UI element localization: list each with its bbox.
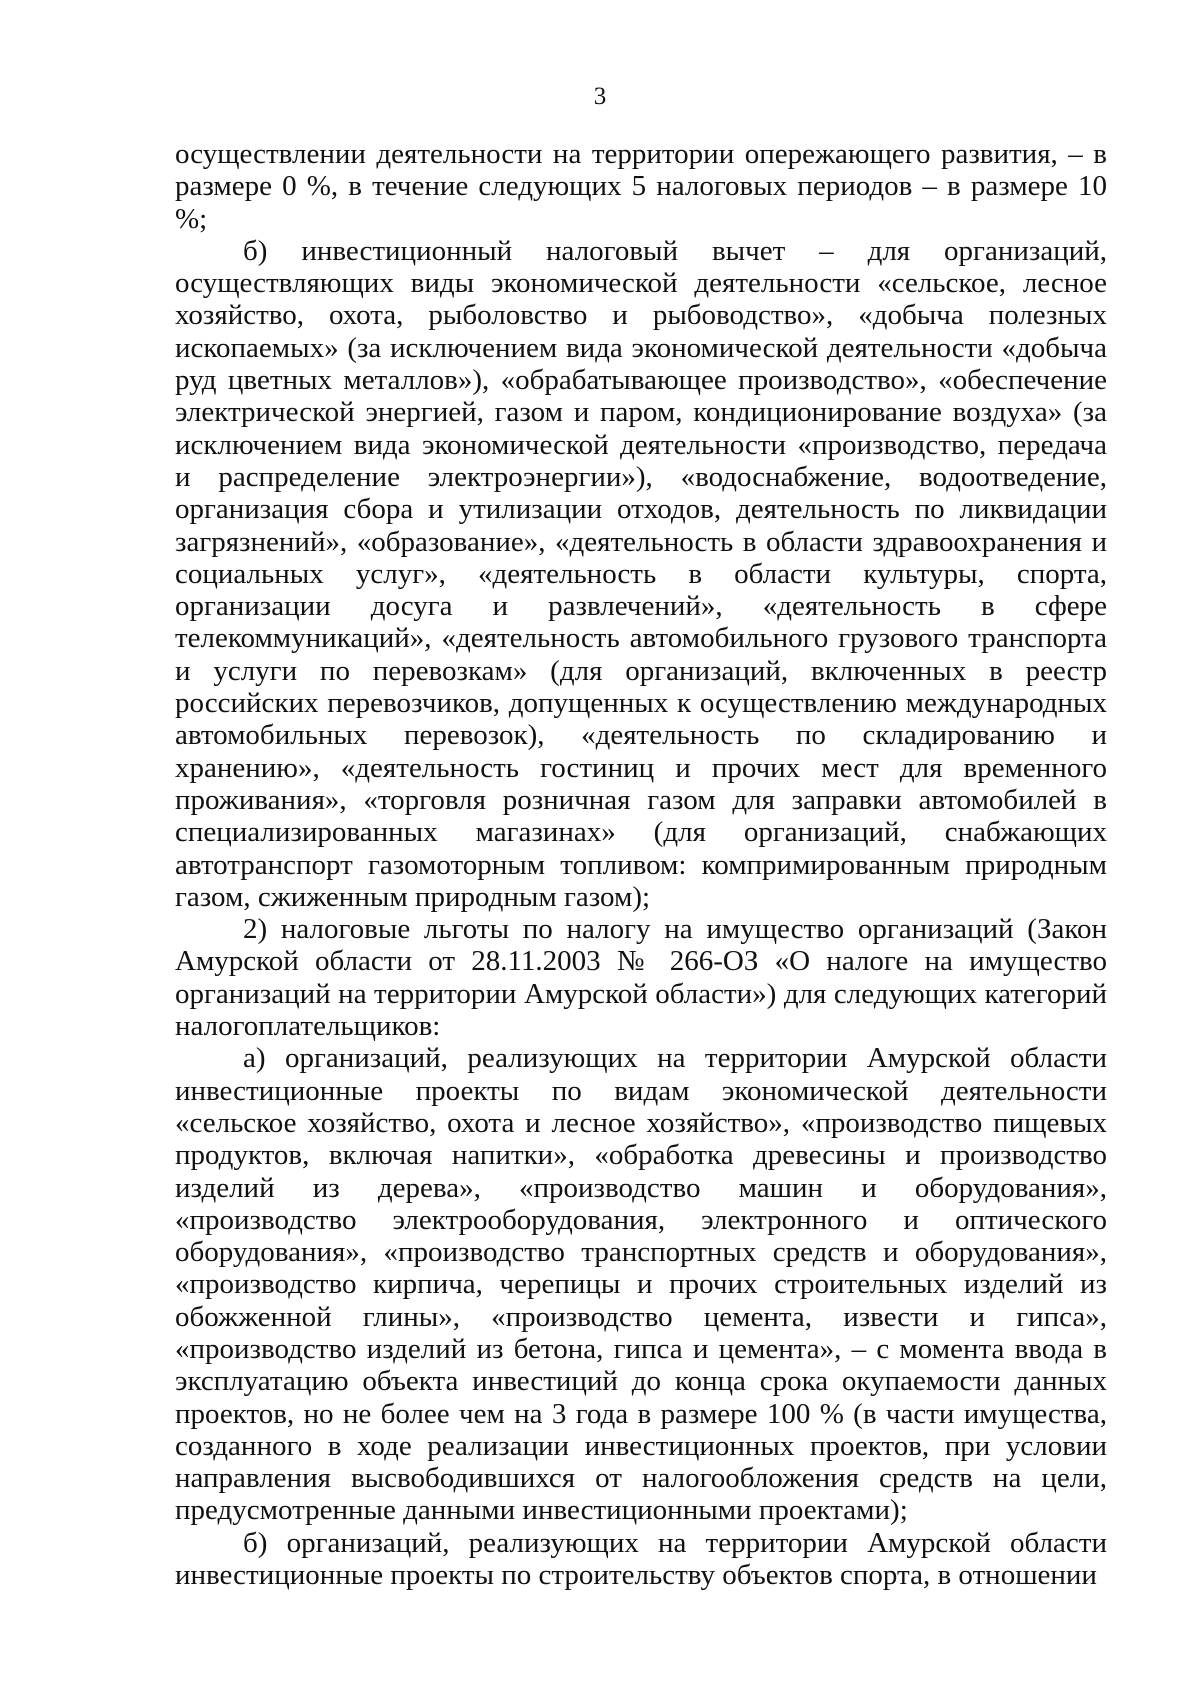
- paragraph-item-b: б) организаций, реализующих на территории Амурской области инвестиционные проекты по строительству объектов спорта, в отношении: [175, 1526, 1107, 1592]
- page-number: 3: [593, 83, 607, 110]
- paragraph-continuation: осуществлении деятельности на территории опережающего развития, – в размере 0 %, в течение следующих 5 налоговых периодов – в размере 10 %;: [175, 138, 1107, 235]
- document-body: [175, 138, 1107, 1591]
- paragraph-investment-deduction: б) инвестиционный налоговый вычет – для организаций, осуществляющих виды экономической деятельности «сельское, лесное хозяйство, охота, рыболовство и рыбоводство», «добыча полезных ископаемых» (за исключением вида экономической деятельности «добыча руд цветных металлов»), «обрабатывающее производство», «обеспечение электрической энергией, газом и паром, кондиционирование воздуха» (за исключением вида экономической деятельности «производство, передача и распределение электроэнергии»), «водоснабжение, водоотведение, организация сбора и утилизации отходов, деятельность по ликвидации загрязнений», «образование», «деятельность в области здравоохранения и социальных услуг», «деятельность в области культуры, спорта, организации досуга и развлечений», «деятельность в сфере телекоммуникаций», «деятельность автомобильного грузового транспорта и услуги по перевозкам» (для организаций, включенных в реестр российских перевозчиков, допущенных к осуществлению международных автомобильных перевозок), «деятельность по складированию и хранению», «деятельность гостиниц и прочих мест для временного проживания», «торговля розничная газом для заправки автомобилей в специализированных магазинах» (для организаций, снабжающих автотранспорт газомоторным топливом: компримированным природным газом, сжиженным природным газом);: [175, 234, 1107, 913]
- paragraph-property-tax-benefits: 2) налоговые льготы по налогу на имущество организаций (Закон Амурской области от 28.11.2003 № 266-ОЗ «О налоге на имущество организаций на территории Амурской области») для следующих категорий налогоплательщиков:: [175, 913, 1107, 1043]
- paragraph-item-a: а) организаций, реализующих на территории Амурской области инвестиционные проекты по видам экономической деятельности «сельское хозяйство, охота и лесное хозяйство», «производство пищевых продуктов, включая напитки», «обработка древесины и производство изделий из дерева», «производство машин и оборудования», «производство электрооборудования, электронного и оптического оборудования», «производство транспортных средств и оборудования», «производство кирпича, черепицы и прочих строительных изделий из обожженной глины», «производство цемента, извести и гипса», «производство изделий из бетона, гипса и цемента», – с момента ввода в эксплуатацию объекта инвестиций до конца срока окупаемости данных проектов, но не более чем на 3 года в размере 100 % (в части имущества, созданного в ходе реализации инвестиционных проектов, при условии направления высвободившихся от налогообложения средств на цели, предусмотренные данными инвестиционными проектами);: [175, 1042, 1107, 1527]
